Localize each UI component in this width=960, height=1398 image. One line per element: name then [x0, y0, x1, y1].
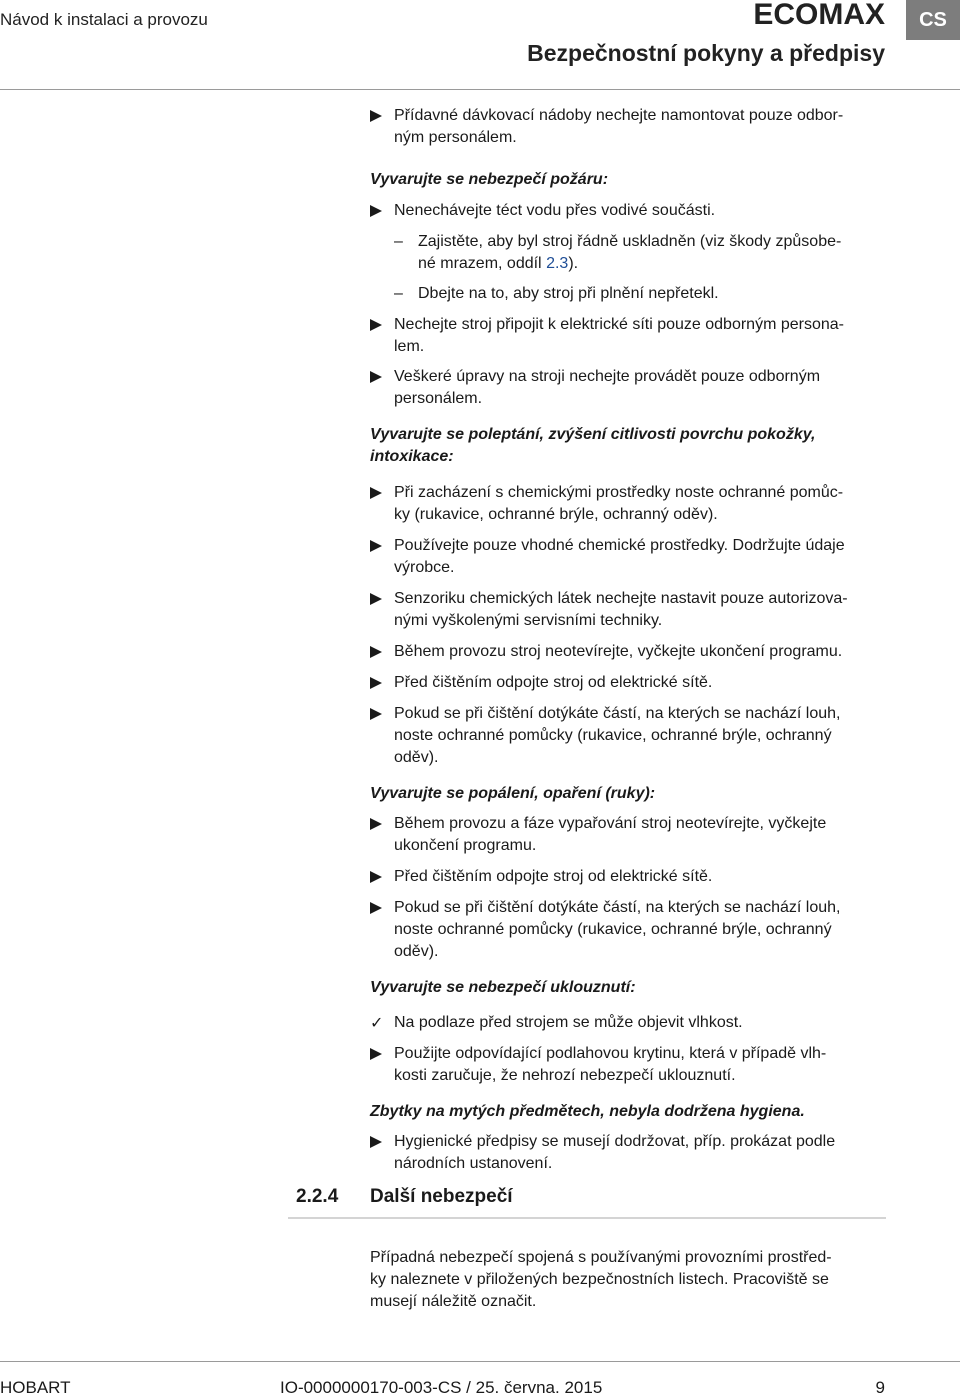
list-item	[370, 866, 890, 888]
hazard-heading: Vyvarujte se nebezpečí uklouznutí:	[370, 979, 636, 996]
list-item-text: Během provozu stroj neotevírejte, vyčkejte ukončení programu.	[394, 643, 843, 660]
list-item	[370, 641, 890, 663]
list-item	[370, 588, 890, 632]
dash-bullet: –	[394, 285, 403, 302]
arrow-bullet-icon	[370, 813, 390, 837]
list-item-text: Nechejte stroj připojit k elektrické síti pouze odborným persona- lem.	[394, 316, 844, 355]
arrow-bullet-icon	[370, 1043, 390, 1067]
dash-bullet: –	[394, 233, 403, 250]
brand-name: ECOMAX	[753, 0, 885, 31]
arrow-bullet-icon	[370, 588, 390, 612]
section-divider	[288, 1217, 886, 1219]
list-item-text: Senzoriku chemických látek nechejte nastavit pouze autorizova- nými vyškolenými servisními techniky.	[394, 590, 848, 629]
main-content	[370, 105, 890, 1175]
arrow-bullet-icon	[370, 200, 390, 224]
arrow-bullet-icon	[370, 897, 390, 921]
checkmark-icon: ✓	[370, 1013, 384, 1032]
sub-list-item	[370, 231, 890, 275]
arrow-bullet-icon	[370, 482, 390, 506]
list-item	[370, 1043, 890, 1087]
section-link[interactable]: 2.3	[546, 255, 569, 272]
arrow-bullet-icon	[370, 314, 390, 338]
list-item	[370, 672, 890, 694]
chapter-title: Bezpečnostní pokyny a předpisy	[527, 40, 885, 66]
sub-item-text: Dbejte na to, aby stroj při plnění nepřetekl.	[418, 285, 719, 302]
footer-doc-id: IO-0000000170-003-CS / 25. června. 2015	[280, 1378, 603, 1397]
list-item	[370, 813, 890, 857]
hazard-heading: Vyvarujte se poleptání, zvýšení citlivosti povrchu pokožky, intoxikace:	[370, 426, 816, 465]
list-item-text: Použijte odpovídající podlahovou krytinu, která v případě vlh- kosti zaručuje, že nehrozí nebezpečí uklouznutí.	[394, 1045, 827, 1084]
list-item	[370, 535, 890, 579]
hazard-heading: Zbytky na mytých předmětech, nebyla dodržena hygiena.	[370, 1103, 805, 1120]
list-item	[370, 1131, 890, 1175]
list-item	[370, 1012, 890, 1034]
arrow-bullet-icon	[370, 105, 390, 129]
arrow-bullet-icon	[370, 866, 390, 890]
hazard-heading: Vyvarujte se nebezpečí požáru:	[370, 171, 609, 188]
sub-item-text: Zajistěte, aby byl stroj řádně uskladněn (viz škody způsobe- né mrazem, oddíl	[418, 233, 842, 272]
list-item	[370, 482, 890, 526]
list-item-text: Nenechávejte téct vodu přes vodivé součásti.	[394, 202, 716, 219]
header-doc-title: Návod k instalaci a provozu	[0, 10, 208, 29]
list-item-text: Přídavné dávkovací nádoby nechejte namontovat pouze odbor- ným personálem.	[394, 107, 844, 146]
arrow-bullet-icon	[370, 1131, 390, 1155]
list-item	[370, 314, 890, 358]
page-number: 9	[875, 1378, 885, 1397]
footer-company: HOBART	[0, 1378, 71, 1397]
section-number: 2.2.4	[296, 1186, 339, 1207]
arrow-bullet-icon	[370, 703, 390, 727]
hazard-heading: Vyvarujte se popálení, opaření (ruky):	[370, 785, 656, 802]
list-item-text: Používejte pouze vhodné chemické prostředky. Dodržujte údaje výrobce.	[394, 537, 845, 576]
list-item	[370, 105, 890, 149]
section-text: Případná nebezpečí spojená s používanými provozními prostřed- ky naleznete v přiložených bezpečnostních listech. Pracoviště se musejí náležitě označit.	[370, 1249, 832, 1310]
arrow-bullet-icon	[370, 672, 390, 696]
list-item-text: Pokud se při čištění dotýkáte částí, na kterých se nachází louh, noste ochranné pomůcky (rukavice, ochranné brýle, ochranný oděv).	[394, 705, 841, 766]
list-item-text: Veškeré úpravy na stroji nechejte provádět pouze odborným personálem.	[394, 368, 821, 407]
list-item-text: Při zacházení s chemickými prostředky noste ochranné pomůc- ky (rukavice, ochranné brýle, ochranný oděv).	[394, 484, 844, 523]
list-item	[370, 897, 890, 963]
list-item-text: Během provozu a fáze vypařování stroj neotevírejte, vyčkejte ukončení programu.	[394, 815, 827, 854]
sub-list-item	[370, 283, 890, 305]
language-badge: CS	[906, 0, 960, 40]
list-item-text: Pokud se při čištění dotýkáte částí, na kterých se nachází louh, noste ochranné pomůcky (rukavice, ochranné brýle, ochranný oděv).	[394, 899, 841, 960]
arrow-bullet-icon	[370, 366, 390, 390]
section-title: Další nebezpečí	[370, 1186, 513, 1207]
list-item-text: Na podlaze před strojem se může objevit vlhkost.	[394, 1014, 743, 1031]
list-item	[370, 366, 890, 410]
arrow-bullet-icon	[370, 535, 390, 559]
list-item	[370, 703, 890, 769]
list-item-text: Před čištěním odpojte stroj od elektrické sítě.	[394, 674, 713, 691]
list-item	[370, 200, 890, 222]
footer-divider	[0, 1361, 960, 1362]
list-item-text: Před čištěním odpojte stroj od elektrické sítě.	[394, 868, 713, 885]
header-divider	[0, 89, 960, 90]
list-item-text: Hygienické předpisy se musejí dodržovat, příp. prokázat podle národních ustanovení.	[394, 1133, 836, 1172]
arrow-bullet-icon	[370, 641, 390, 665]
sub-item-text-end: ).	[568, 255, 579, 272]
